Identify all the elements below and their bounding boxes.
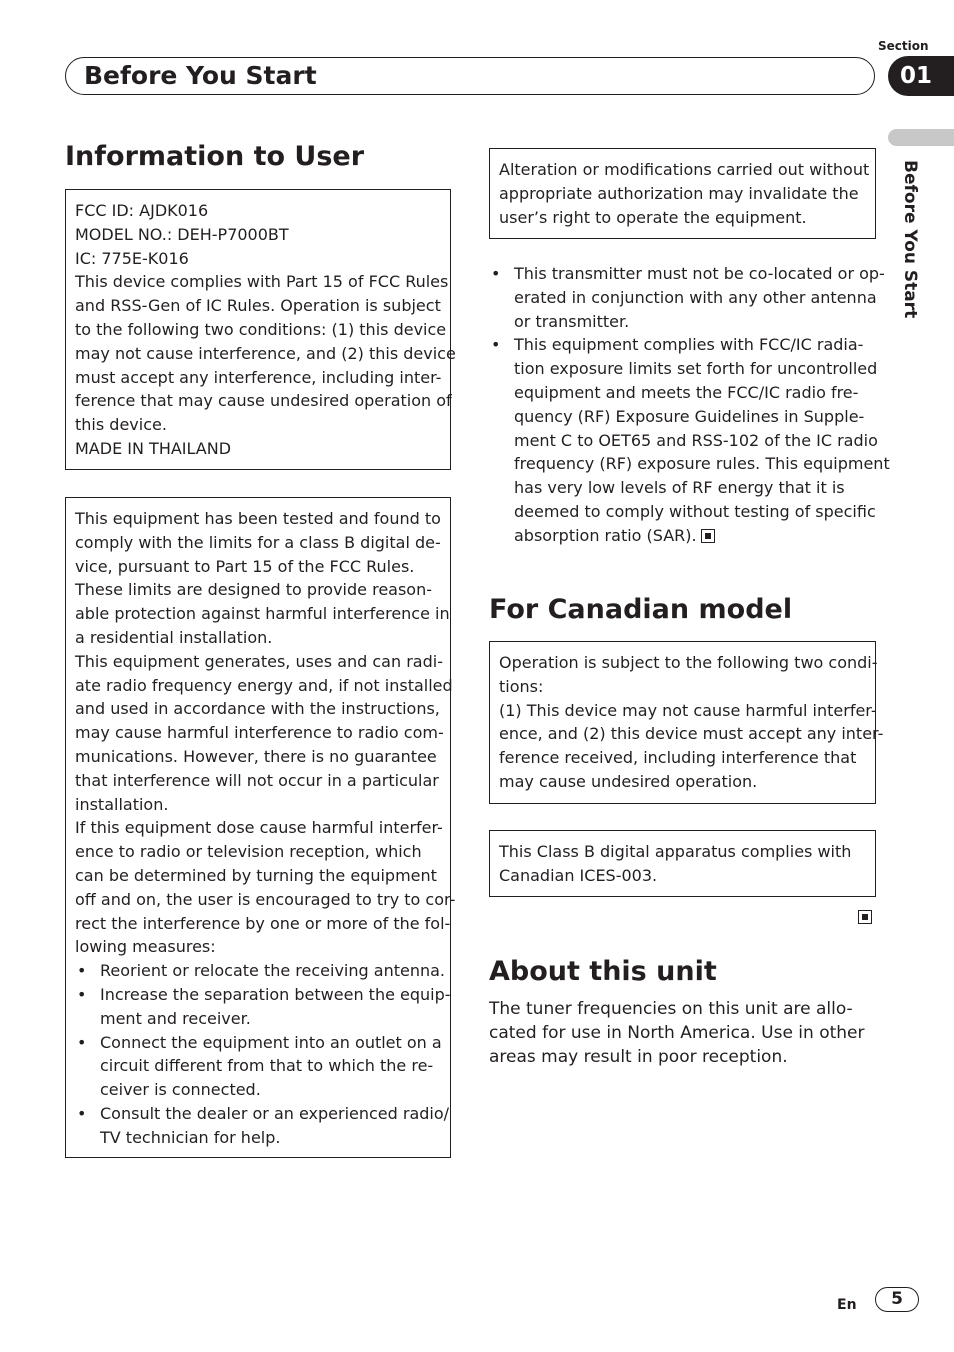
end-mark-icon	[858, 910, 872, 924]
list-item-line: tion exposure limits set forth for uncontrolled	[514, 359, 878, 379]
text-line: The tuner frequencies on this unit are allo-	[489, 999, 853, 1019]
text-line: must accept any interference, including inter-	[75, 367, 442, 387]
heading-information-to-user: Information to User	[65, 141, 365, 172]
text-line: This equipment has been tested and found to	[75, 509, 441, 528]
text-line: ference that may cause undesired operation of	[75, 391, 452, 411]
text-line: this device.	[75, 415, 167, 435]
text-line: MADE IN THAILAND	[75, 438, 232, 458]
list-item-line: ment and receiver.	[100, 1008, 251, 1028]
list-item-line: • Connect the equipment into an outlet on a	[100, 1032, 442, 1052]
text-line: Operation is subject to the following two condi-	[499, 653, 878, 672]
text-line: ate radio frequency energy and, if not installed	[75, 675, 453, 695]
text-line: to the following two conditions: (1) this device	[75, 319, 447, 339]
list-item-line: ceiver is connected.	[100, 1080, 261, 1100]
section-label: Section	[878, 39, 929, 53]
fcc-compliance-text	[75, 507, 456, 959]
end-mark-icon	[701, 529, 715, 543]
text-line: may cause undesired operation.	[499, 771, 758, 791]
text-line: able protection against harmful interference in	[75, 604, 450, 624]
canadian-conditions-text	[499, 651, 884, 794]
list-item-line: erated in conjunction with any other antenna	[514, 287, 877, 307]
text-line: appropriate authorization may invalidate the	[499, 183, 859, 203]
text-line: This Class B digital apparatus complies with	[499, 842, 852, 861]
section-number-badge: 01	[888, 56, 954, 96]
text-line: ence to radio or television reception, which	[75, 842, 422, 862]
text-line: (1) This device may not cause harmful interfer-	[499, 700, 877, 720]
list-item	[489, 262, 885, 333]
list-item-line: • Reorient or relocate the receiving antenna.	[100, 961, 445, 981]
text-line: Canadian ICES-003.	[499, 865, 658, 885]
list-item	[75, 983, 451, 1031]
text-line: IC: 775E-K016	[75, 248, 189, 268]
text-line: munications. However, there is no guarantee	[75, 746, 437, 766]
text-line: If this equipment dose cause harmful interfer-	[75, 818, 443, 838]
side-tab	[898, 160, 922, 340]
language-label: En	[837, 1297, 857, 1313]
alteration-warning-text	[499, 158, 870, 229]
heading-canadian-model: For Canadian model	[489, 594, 793, 625]
text-line: FCC ID: AJDK016	[75, 201, 209, 220]
text-line: a residential installation.	[75, 627, 273, 647]
text-line: lowing measures:	[75, 937, 216, 957]
fcc-info-text	[75, 199, 456, 461]
side-tab-label: Before You Start	[900, 160, 920, 319]
list-item	[75, 1031, 441, 1102]
list-item-line: TV technician for help.	[100, 1127, 281, 1147]
text-line: and used in accordance with the instructions,	[75, 699, 440, 719]
alteration-warning-box	[489, 148, 876, 239]
list-item-line: circuit different from that to which the re-	[100, 1056, 434, 1076]
text-line: and RSS-Gen of IC Rules. Operation is subject	[75, 296, 441, 316]
canadian-ices-text	[499, 840, 866, 888]
text-line: comply with the limits for a class B digital de-	[75, 532, 441, 552]
list-item-line: has very low levels of RF energy that it is	[514, 478, 845, 498]
text-line: MODEL NO.: DEH-P7000BT	[75, 224, 289, 244]
text-line: ence, and (2) this device must accept any inter-	[499, 724, 884, 744]
list-item	[75, 1102, 450, 1150]
about-text	[489, 997, 865, 1069]
list-item-line: absorption ratio (SAR).	[514, 524, 879, 548]
text-line: This equipment generates, uses and can radi-	[75, 651, 443, 671]
fcc-measures-list	[75, 959, 451, 1149]
text-line: vice, pursuant to Part 15 of the FCC Rules.	[75, 556, 415, 576]
list-item-line: • This equipment complies with FCC/IC radia-	[514, 335, 864, 355]
header-title: Before You Start	[84, 61, 317, 90]
text-line: These limits are designed to provide reason-	[75, 580, 432, 600]
fcc-compliance-box	[65, 497, 456, 1158]
fcc-info-box	[65, 189, 456, 470]
list-item-line: quency (RF) Exposure Guidelines in Supple-	[514, 406, 865, 426]
list-item-line: • This transmitter must not be co-located or op-	[514, 264, 885, 283]
transmitter-notes-list	[489, 262, 890, 548]
text-line: can be determined by turning the equipment	[75, 865, 437, 885]
text-line: that interference will not occur in a particular	[75, 770, 439, 790]
canadian-ices-box	[489, 830, 876, 897]
list-item-line: ment C to OET65 and RSS-102 of the IC radio	[514, 430, 878, 450]
text-line: cated for use in North America. Use in other	[489, 1023, 865, 1043]
canadian-conditions-box	[489, 641, 884, 804]
text-line: may not cause interference, and (2) this device	[75, 343, 456, 363]
list-item	[75, 959, 445, 983]
text-line: ference received, including interference that	[499, 748, 857, 768]
text-line: installation.	[75, 794, 169, 814]
list-item-line: deemed to comply without testing of specific	[514, 501, 876, 521]
text-line: user’s right to operate the equipment.	[499, 207, 807, 227]
list-item-line: • Consult the dealer or an experienced radio/	[100, 1103, 450, 1123]
heading-about-this-unit: About this unit	[489, 956, 717, 987]
list-item	[489, 333, 890, 547]
list-item-line: equipment and meets the FCC/IC radio fre-	[514, 382, 859, 402]
list-item-line: • Increase the separation between the equip-	[100, 984, 451, 1004]
list-item-line: frequency (RF) exposure rules. This equipment	[514, 454, 890, 474]
text-line: tions:	[499, 676, 544, 696]
page-number: 5	[875, 1287, 919, 1312]
text-line: Alteration or modifications carried out without	[499, 160, 870, 179]
list-item-line: or transmitter.	[514, 311, 630, 331]
text-line: rect the interference by one or more of the fol-	[75, 913, 451, 933]
text-line: off and on, the user is encouraged to try to cor-	[75, 889, 456, 909]
text-line: This device complies with Part 15 of FCC Rules	[75, 272, 449, 292]
text-line: may cause harmful interference to radio com-	[75, 723, 444, 743]
text-line: areas may result in poor reception.	[489, 1047, 788, 1067]
side-tab-bar	[888, 129, 954, 146]
